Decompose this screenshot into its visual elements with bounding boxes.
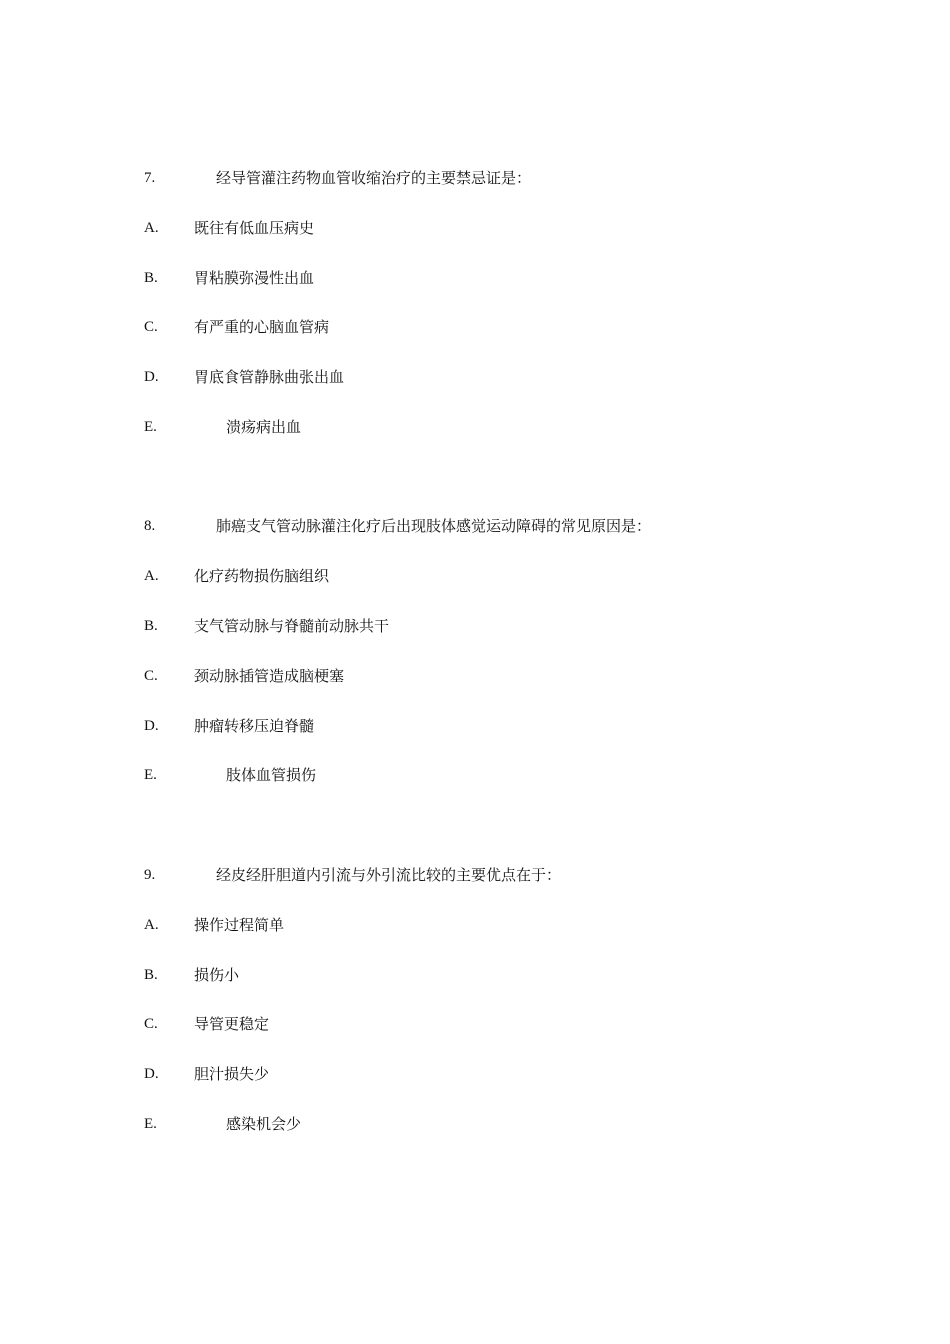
question-8 — [0, 514, 950, 538]
option-letter: C. — [144, 1016, 158, 1032]
option-d — [0, 1062, 950, 1086]
option-letter: A. — [144, 568, 159, 584]
question-number: 8. — [144, 518, 156, 534]
option-letter: D. — [144, 369, 159, 385]
option-text: 胃粘膜弥漫性出血 — [194, 269, 315, 287]
question-number: 7. — [144, 170, 156, 186]
option-text: 导管更稳定 — [194, 1015, 270, 1033]
option-a — [0, 564, 950, 588]
option-text: 感染机会少 — [226, 1115, 302, 1133]
option-letter: B. — [144, 270, 158, 286]
option-text: 支气管动脉与脊髓前动脉共干 — [194, 617, 390, 635]
option-letter: B. — [144, 967, 158, 983]
option-letter: C. — [144, 668, 158, 684]
option-text: 肢体血管损伤 — [226, 766, 317, 784]
option-a — [0, 216, 950, 240]
option-c — [0, 1012, 950, 1036]
option-text: 胆汁损失少 — [194, 1065, 270, 1083]
option-text: 操作过程简单 — [194, 916, 285, 934]
question-stem: 经皮经肝胆道内引流与外引流比较的主要优点在于： — [216, 866, 562, 884]
option-e — [0, 415, 950, 439]
option-b — [0, 963, 950, 987]
option-letter: D. — [144, 1066, 159, 1082]
option-text: 损伤小 — [194, 966, 240, 984]
option-text: 肿瘤转移压迫脊髓 — [194, 717, 315, 735]
option-e — [0, 763, 950, 787]
option-b — [0, 266, 950, 290]
option-c — [0, 664, 950, 688]
option-letter: E. — [144, 1116, 157, 1132]
option-letter: D. — [144, 718, 159, 734]
option-c — [0, 315, 950, 339]
option-text: 胃底食管静脉曲张出血 — [194, 368, 345, 386]
option-e — [0, 1112, 950, 1136]
question-7 — [0, 166, 950, 190]
question-stem: 经导管灌注药物血管收缩治疗的主要禁忌证是： — [216, 169, 532, 187]
option-text: 既往有低血压病史 — [194, 219, 315, 237]
option-text: 有严重的心脑血管病 — [194, 318, 330, 336]
option-b — [0, 614, 950, 638]
option-text: 颈动脉插管造成脑梗塞 — [194, 667, 345, 685]
option-a — [0, 913, 950, 937]
option-text: 化疗药物损伤脑组织 — [194, 567, 330, 585]
option-letter: C. — [144, 319, 158, 335]
option-letter: E. — [144, 767, 157, 783]
option-letter: B. — [144, 618, 158, 634]
option-letter: E. — [144, 419, 157, 435]
option-text: 溃疡病出血 — [226, 418, 302, 436]
question-9 — [0, 863, 950, 887]
question-stem: 肺癌支气管动脉灌注化疗后出现肢体感觉运动障碍的常见原因是： — [216, 517, 652, 535]
option-d — [0, 365, 950, 389]
question-number: 9. — [144, 867, 156, 883]
option-d — [0, 714, 950, 738]
option-letter: A. — [144, 220, 159, 236]
option-letter: A. — [144, 917, 159, 933]
